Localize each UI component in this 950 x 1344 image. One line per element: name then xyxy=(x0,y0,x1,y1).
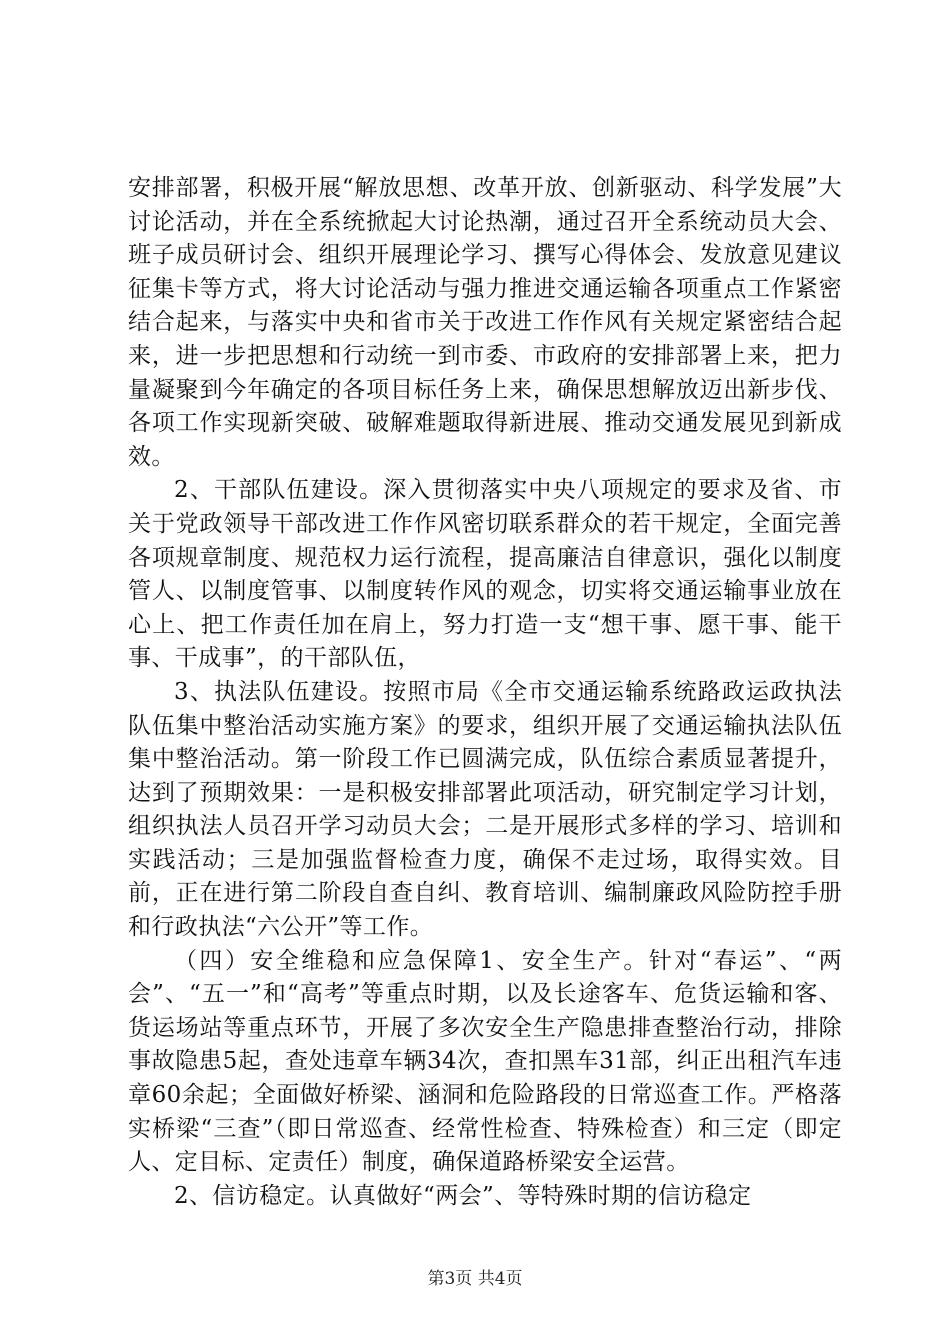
document-body xyxy=(128,172,842,1213)
page-number-footer: 第3页 共4页 xyxy=(427,1269,523,1289)
paragraph-petition-stability: 2、信访稳定。认真做好“两会”、等特殊时期的信访稳定 xyxy=(174,1182,752,1209)
paragraph-campaign-continuation: 安排部署，积极开展“解放思想、改革开放、创新驱动、科学发展”大讨论活动，并在全系统掀起大讨论热潮，通过召开全系统动员大会、班子成员研讨会、组织开展理论学习、撰写心得体会、发放意见建议征集卡等方式，将大讨论活动与强力推进交通运输各项重点工作紧密结合起来，与落实中央和省市关于改进工作作风有关规定紧密结合起来，进一步把思想和行动统一到市委、市政府的安排部署上来，把力量凝聚到今年确定的各项目标任务上来，确保思想解放迈出新步伐、各项工作实现新突破、破解难题取得新进展、推动交通发展见到新成效。 xyxy=(128,175,842,470)
paragraph-law-enforcement-team: 3、执法队伍建设。按照市局《全市交通运输系统路政运政执法队伍集中整治活动实施方案》的要求，组织开展了交通运输执法队伍集中整治活动。第一阶段工作已圆满完成，队伍综合素质显著提升，达到了预期效果：一是积极安排部署此项活动，研究制定学习计划，组织执法人员召开学习动员大会；二是开展形式多样的学习、培训和实践活动；三是加强监督检查力度，确保不走过场，取得实效。目前，正在进行第二阶段自查自纠、教育培训、编制廉政风险防控手册和行政执法“六公开”等工作。 xyxy=(128,678,842,941)
paragraph-safety-production: （四）安全维稳和应急保障1、安全生产。针对“春运”、“两会”、“五一”和“高考”等重点时期，以及长途客车、危货运输和客、货运场站等重点环节，开展了多次安全生产隐患排查整治行动，排除事故隐患5起，查处违章车辆34次，查扣黑车31部，纠正出租汽车违章60余起；全面做好桥梁、涵洞和危险路段的日常巡查工作。严格落实桥梁“三查”（即日常巡查、经常性检查、特殊检查）和三定（即定人、定目标、定责任）制度，确保道路桥梁安全运营。 xyxy=(128,947,842,1176)
paragraph-cadre-team-building: 2、干部队伍建设。深入贯彻落实中央八项规定的要求及省、市关于党政领导干部改进工作作风密切联系群众的若干规定，全面完善各项规章制度、规范权力运行流程，提高廉洁自律意识，强化以制度管人、以制度管事、以制度转作风的观念，切实将交通运输事业放在心上、把工作责任加在肩上，努力打造一支“想干事、愿干事、能干事、干成事”，的干部队伍， xyxy=(128,477,842,672)
